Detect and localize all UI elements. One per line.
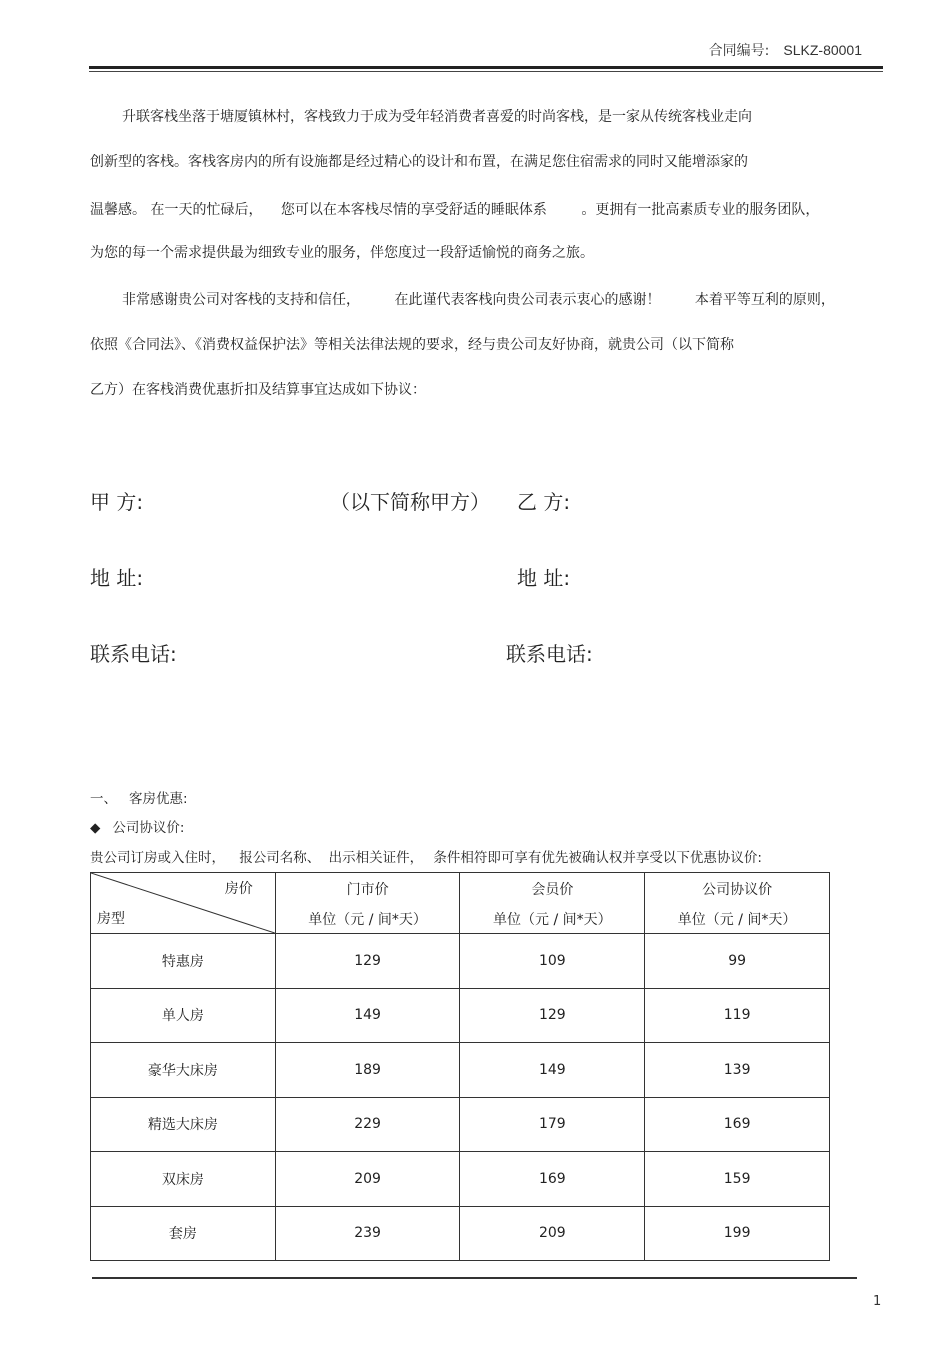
rate-table [90, 872, 830, 1261]
address-b-label: 地 址: [517, 566, 571, 590]
corporate-rate-cell: 199 [645, 1206, 830, 1261]
header-rule-thin [89, 71, 883, 72]
member-rate-cell: 149 [460, 1043, 645, 1098]
intro-segment: 您可以在本客栈尽情的享受舒适的睡眠体系 [280, 202, 547, 218]
intro-line: 依照《合同法》、《消费权益保护法》等相关法律法规的要求，经与贵公司友好协商，就贵公司（以下简称 [90, 337, 734, 353]
column-title: 门市价 [346, 882, 389, 898]
intro-line: 乙方）在客栈消费优惠折扣及结算事宜达成如下协议： [90, 382, 426, 398]
intro-line: 为您的每一个需求提供最为细致专业的服务，伴您度过一段舒适愉悦的商务之旅。 [90, 245, 594, 261]
member-rate-cell: 169 [460, 1152, 645, 1207]
table-row [91, 1206, 830, 1261]
room-type-cell: 套房 [91, 1206, 276, 1261]
footer-rule [92, 1277, 857, 1279]
column-unit: 单位（元 / 间*天） [677, 912, 797, 928]
intro-line: 创新型的客栈。客栈客房内的所有设施都是经过精心的设计和布置，在满足您住宿需求的同时又能增添家的 [90, 154, 748, 170]
room-type-cell: 特惠房 [91, 934, 276, 989]
section-heading [90, 787, 188, 807]
table-row [91, 988, 830, 1043]
room-type-cell: 豪华大床房 [91, 1043, 276, 1098]
contract-number-value: SLKZ-80001 [783, 42, 862, 58]
corporate-rate-cell: 99 [645, 934, 830, 989]
member-rate-cell: 179 [460, 1097, 645, 1152]
contract-number-line [709, 40, 862, 60]
room-type-cell: 单人房 [91, 988, 276, 1043]
diamond-bullet-icon: ◆ [90, 820, 101, 836]
desc-segment: 条件相符即可享有优先被确认权并享受以下优惠协议价: [433, 850, 762, 866]
intro-segment: 本着平等互利的原则， [694, 292, 835, 308]
party-a-label: 甲 方: [90, 490, 144, 514]
rate-description [90, 846, 762, 866]
member-rate-cell: 109 [460, 934, 645, 989]
corporate-rate-cell: 169 [645, 1097, 830, 1152]
rack-rate-cell: 129 [275, 934, 460, 989]
section-title: 客房优惠: [129, 791, 188, 807]
member-rate-cell: 209 [460, 1206, 645, 1261]
corporate-rate-cell: 119 [645, 988, 830, 1043]
table-header-row [91, 873, 830, 934]
intro-segment: 。更拥有一批高素质专业的服务团队， [581, 202, 820, 218]
column-header-member [460, 873, 645, 934]
corner-roomtype-label: 房型 [97, 911, 125, 927]
page-number: 1 [873, 1294, 882, 1309]
intro-line [122, 289, 902, 309]
rack-rate-cell: 149 [275, 988, 460, 1043]
table-corner-cell [91, 873, 276, 934]
header-rule-thick [89, 66, 883, 69]
bullet-text: 公司协议价: [112, 820, 185, 836]
desc-segment: 报公司名称、 [239, 850, 321, 866]
rack-rate-cell: 209 [275, 1152, 460, 1207]
party-b-label: 乙 方: [517, 490, 571, 514]
phone-a-label: 联系电话: [90, 642, 177, 666]
party-a-note: （以下简称甲方） [330, 490, 490, 514]
contract-number-label: 合同编号: [708, 43, 770, 59]
room-type-cell: 双床房 [91, 1152, 276, 1207]
intro-segment: 非常感谢贵公司对客栈的支持和信任， [122, 292, 360, 308]
desc-segment: 出示相关证件， [328, 850, 424, 866]
section-number: 一、 [90, 791, 117, 807]
rack-rate-cell: 239 [275, 1206, 460, 1261]
column-header-corporate [645, 873, 830, 934]
column-header-rack [275, 873, 460, 934]
member-rate-cell: 129 [460, 988, 645, 1043]
column-title: 会员价 [531, 882, 574, 898]
column-title: 公司协议价 [702, 882, 773, 898]
bullet-line [90, 816, 184, 836]
address-a-label: 地 址: [90, 566, 144, 590]
intro-line [90, 199, 870, 219]
column-unit: 单位（元 / 间*天） [493, 912, 612, 928]
corner-price-label: 房价 [224, 881, 253, 897]
table-row [91, 1097, 830, 1152]
intro-segment: 在此谨代表客栈向贵公司表示衷心的感谢！ [394, 292, 661, 308]
rack-rate-cell: 189 [275, 1043, 460, 1098]
table-row [91, 1152, 830, 1207]
column-unit: 单位（元 / 间*天） [308, 912, 427, 928]
intro-line: 升联客栈坐落于塘厦镇林村，客栈致力于成为受年轻消费者喜爱的时尚客栈，是一家从传统客栈业走向 [122, 109, 752, 125]
room-type-cell: 精选大床房 [91, 1097, 276, 1152]
corporate-rate-cell: 159 [645, 1152, 830, 1207]
desc-segment: 贵公司订房或入住时， [90, 850, 225, 866]
table-row [91, 934, 830, 989]
rack-rate-cell: 229 [275, 1097, 460, 1152]
corporate-rate-cell: 139 [645, 1043, 830, 1098]
intro-segment: 温馨感。 在一天的忙碌后， [90, 202, 263, 218]
table-row [91, 1043, 830, 1098]
phone-b-label: 联系电话: [506, 642, 593, 666]
